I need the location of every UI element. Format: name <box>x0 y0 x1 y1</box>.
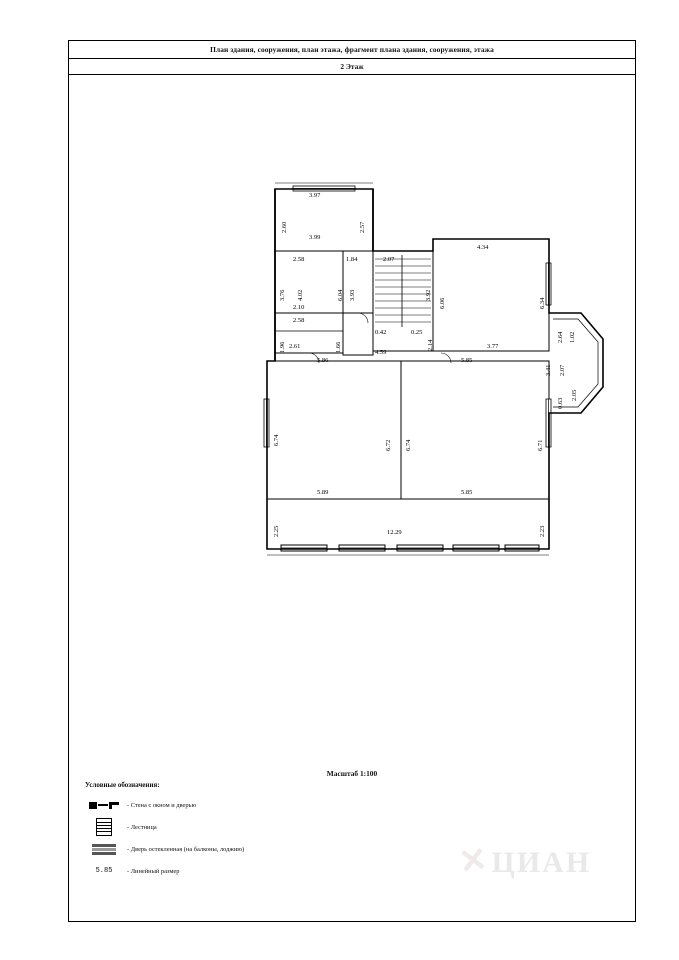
dimension-label: 3.76 <box>279 289 286 301</box>
dimension-label: 2.23 <box>539 525 546 537</box>
dimension-label: 0.63 <box>557 397 564 409</box>
legend-item-label: - Линейный размер <box>127 867 180 875</box>
legend-item-label: - Стена с окном и дверью <box>127 801 197 809</box>
dimension-label: 2.07 <box>559 364 566 376</box>
document-title: План здания, сооружения, план этажа, фрагмент плана здания, сооружения, этажа <box>69 41 635 59</box>
document-frame <box>68 40 636 922</box>
legend <box>81 781 461 883</box>
dimension-label: 6.74 <box>273 434 280 446</box>
floor-plan-vector <box>189 171 609 691</box>
dimension-label: 2.14 <box>427 339 434 351</box>
legend-item <box>81 839 461 859</box>
dimension-label: 3.41 <box>545 364 552 376</box>
dimension-label: 4.34 <box>477 244 489 251</box>
stairs-icon <box>81 818 127 836</box>
watermark <box>456 841 592 882</box>
dimension-label: 2.05 <box>571 389 578 401</box>
legend-item <box>81 817 461 837</box>
dimension-label: 3.77 <box>487 343 499 350</box>
watermark-mark: ✕ <box>456 841 492 882</box>
watermark-text: ЦИАН <box>491 846 592 879</box>
dimension-label: 6.04 <box>337 289 344 301</box>
dimension-label: 1.66 <box>335 341 342 353</box>
dimension-label: 5.85 <box>461 357 473 364</box>
legend-item <box>81 861 461 881</box>
linear-dimension-icon <box>81 862 127 880</box>
dimension-label: 6.71 <box>537 439 544 451</box>
dimension-label: 2.58 <box>293 317 305 324</box>
dimension-label: 3.97 <box>309 192 321 199</box>
floor-label: 2 Этаж <box>69 59 635 75</box>
glazed-door-icon <box>81 840 127 858</box>
dimension-label: 2.58 <box>293 256 305 263</box>
dimension-label: 4.02 <box>297 289 304 301</box>
dimension-label: 1.96 <box>279 341 286 353</box>
legend-item-label: - Дверь остекленная (на балконы, лоджию) <box>127 845 245 853</box>
dimension-label: 5.86 <box>317 357 329 364</box>
dimension-label: 2.61 <box>289 343 301 350</box>
dimension-label: 6.72 <box>385 439 392 451</box>
dimension-label: 3.92 <box>425 289 432 301</box>
dimension-label: 0.25 <box>411 329 423 336</box>
floor-plan-drawing <box>189 171 609 691</box>
dimension-label: 1.84 <box>346 256 358 263</box>
dimension-label: 3.93 <box>349 289 356 301</box>
dimension-label: 2.57 <box>359 221 366 233</box>
dimension-label: 6.74 <box>405 439 412 451</box>
dimension-label: 2.64 <box>557 331 564 343</box>
dimension-label: 2.25 <box>273 525 280 537</box>
dimension-label: 1.02 <box>569 331 576 343</box>
legend-item <box>81 795 461 815</box>
dimension-label: 2.60 <box>281 221 288 233</box>
dimension-label: 6.34 <box>539 297 546 309</box>
dimension-label: 3.99 <box>309 234 321 241</box>
linear-dimension-value: 5.85 <box>95 867 113 875</box>
legend-item-label: - Лестница <box>127 823 157 831</box>
dimension-label: 5.89 <box>317 489 329 496</box>
dimension-label: 2.07 <box>383 256 395 263</box>
dimension-label: 4.59 <box>375 349 387 356</box>
legend-title: Условные обозначения: <box>85 781 160 789</box>
dimension-label: 12.29 <box>387 529 402 536</box>
dimension-label: 2.10 <box>293 304 305 311</box>
scale-label: Масштаб 1:100 <box>326 769 378 778</box>
wall-with-window-and-door-icon <box>81 796 127 814</box>
dimension-label: 0.42 <box>375 329 387 336</box>
dimension-label: 5.85 <box>461 489 473 496</box>
dimension-label: 6.06 <box>439 297 446 309</box>
